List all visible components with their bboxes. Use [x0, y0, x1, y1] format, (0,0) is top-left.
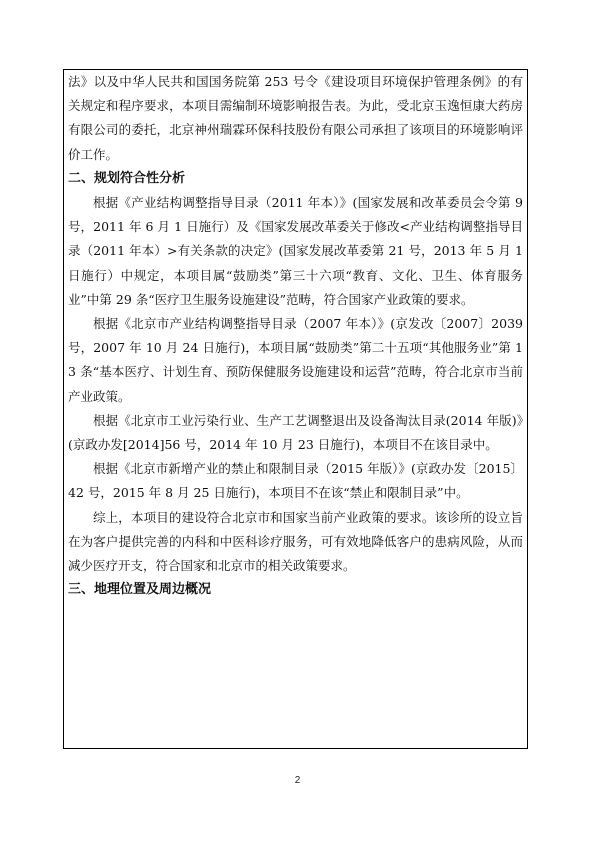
paragraph-beijing-policy: 根据《北京市产业结构调整指导目录（2007 年本）》(京发改〔2007〕2039 号，2007 年 10 月 24 日施行)，本项目属“鼓励类”第二十五项“其他服务业”第 13 条“基本医疗、计划生育、预防保健服务设施建设和运营”范畴，符合北京市当前产业政策。 — [68, 316, 523, 404]
section-heading-location: 三、地理位置及周边概况 — [68, 582, 212, 598]
paragraph-restriction-catalog: 根据《北京市新增产业的禁止和限制目录（2015 年版）》(京政办发〔2015〕42 号，2015 年 8 月 25 日施行)，本项目不在该“禁止和限制目录”中。 — [68, 461, 523, 501]
page-number: 2 — [294, 775, 301, 786]
paragraph-pollution-catalog: 根据《北京市工业污染行业、生产工艺调整退出及设备淘汰目录(2014 年版)》(京政办发[2014]56 号，2014 年 10 月 23 日施行)，本项目不在该目录中。 — [68, 412, 523, 453]
paragraph-national-policy: 根据《产业结构调整指导目录（2011 年本）》(国家发展和改革委员会令第 9 号，2011 年 6 月 1 日施行）及《国家发展改革委关于修改<产业结构调整指导目录（2011 年本）>有关条款的决定》(国家发展改革委第 21 号，2013 年 5 月 1 日施行）中规定，本项目属“鼓励类”第三十六项“教育、文化、卫生、体育服务业”中第 29 条“医疗卫生服务设施建设”范畴，符合国家产业政策的要求。 — [68, 195, 523, 307]
section-heading-planning-compliance: 二、规划符合性分析 — [68, 170, 186, 186]
intro-paragraph: 法》以及中华人民共和国国务院第 253 号令《建设项目环境保护管理条例》的有关规定和程序要求，本项目需编制环境影响报告表。为此，受北京玉逸恒康大药房有限公司的委托，北京神州瑞霖环保科技股份有限公司承担了该项目的环境影响评价工作。 — [68, 74, 523, 162]
content-box — [63, 69, 528, 749]
paragraph-conclusion: 综上，本项目的建设符合北京市和国家当前产业政策的要求。该诊所的设立旨在为客户提供完善的内科和中医科诊疗服务，可有效地降低客户的患病风险，从而减少医疗开支，符合国家和北京市的相关政策要求。 — [68, 509, 523, 574]
